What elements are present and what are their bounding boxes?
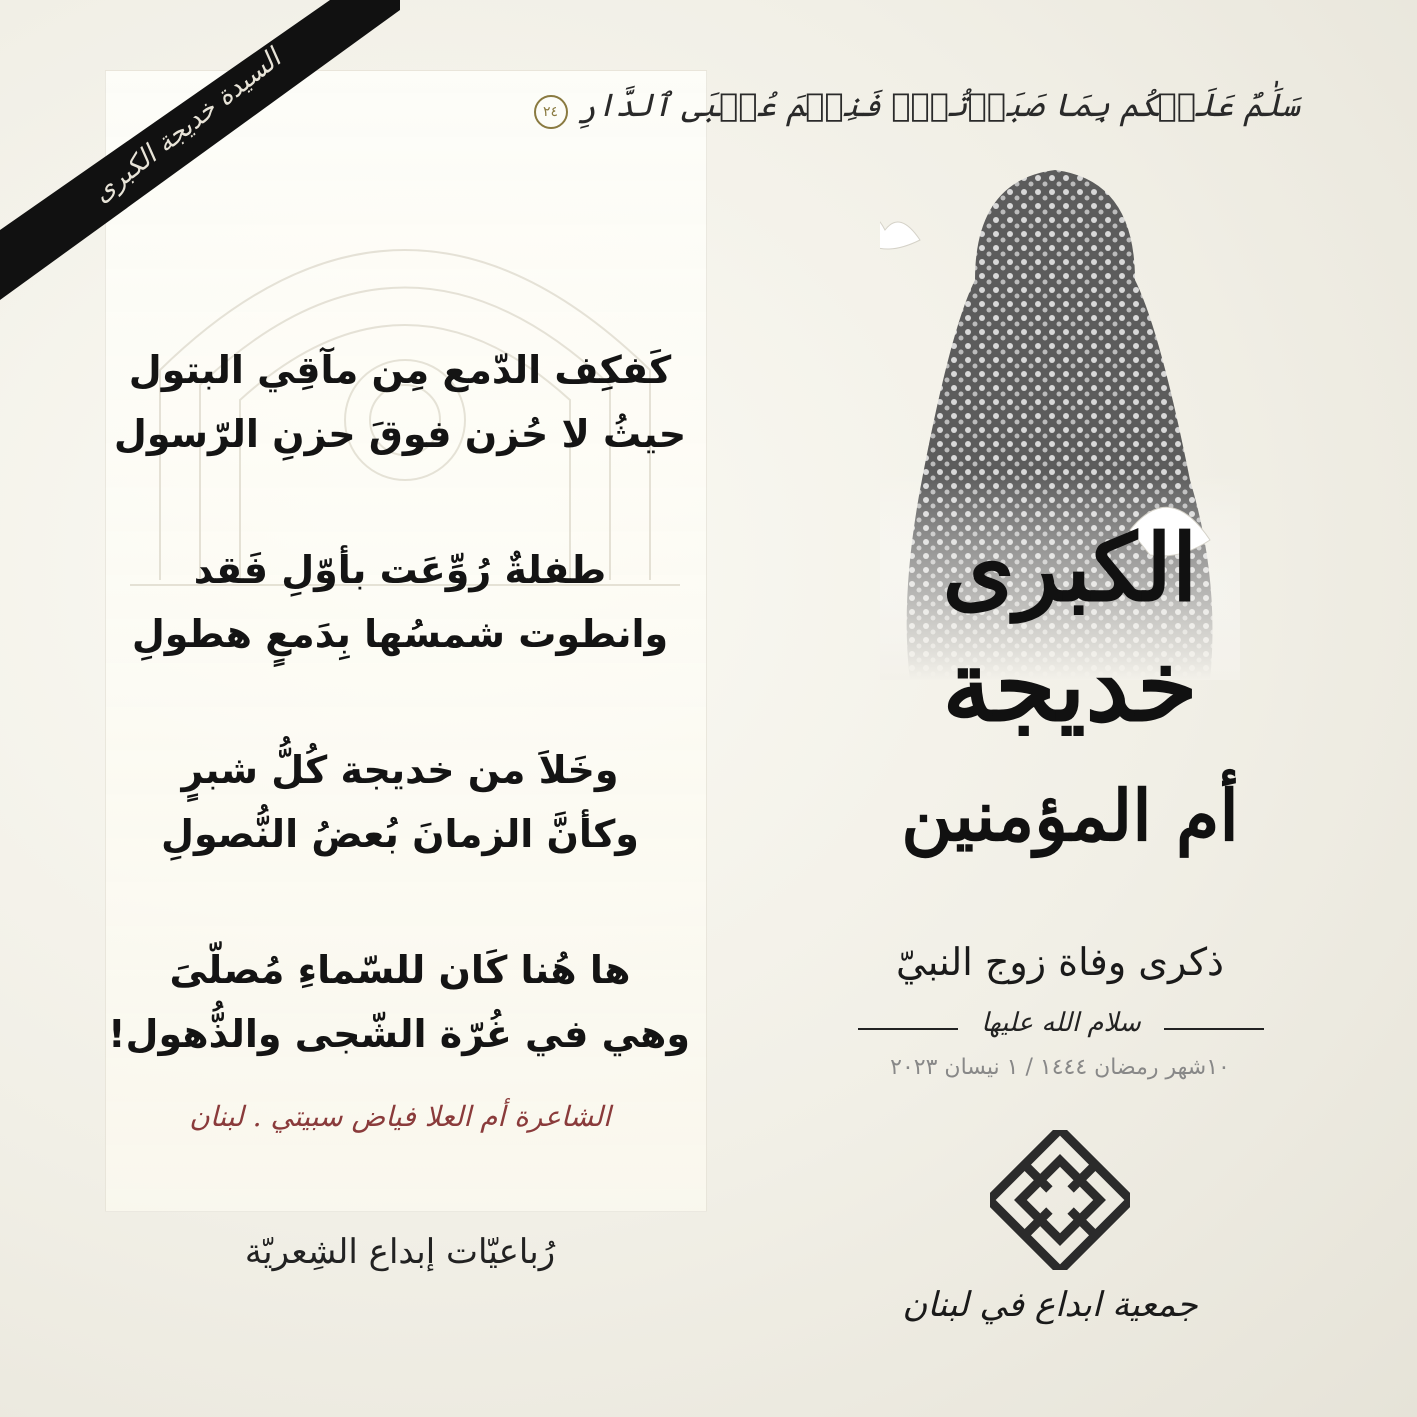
poem-line: وانطوت شمسُها بِدَمعٍ هطولِ bbox=[131, 612, 669, 656]
kufic-logo-icon bbox=[990, 1130, 1130, 1270]
calligraphy-line: خديجة bbox=[942, 629, 1198, 744]
mourning-ribbon bbox=[0, 0, 400, 320]
poem bbox=[110, 338, 690, 1066]
poem-line: طفلةٌ رُوِّعَت بأوّلِ فَقد bbox=[193, 548, 607, 592]
calligraphy-title bbox=[890, 480, 1250, 900]
poem-line: وخَلاَ من خديجة كُلُّ شبرٍ bbox=[181, 748, 619, 792]
poem-line: ها هُنا كَان للسّماءِ مُصلّىَ bbox=[169, 948, 631, 992]
calligraphy-line: الكبرى bbox=[942, 514, 1198, 622]
quran-verse-text: سَلَٰمٌ عَلَيۡكُم بِمَا صَبَرۡتُمۡۚ فَنِعۡمَ عُقۡبَى ٱلدَّارِ bbox=[577, 86, 1300, 124]
series-title: رُباعيّات إبداع الشِعريّة bbox=[244, 1232, 556, 1272]
quran-verse bbox=[543, 86, 1300, 129]
calligraphy-line: أم المؤمنين bbox=[901, 774, 1239, 857]
date-text: ١٠شهر رمضان ١٤٤٤ / ١ نيسان ٢٠٢٣ bbox=[890, 1055, 1230, 1080]
ayah-number: ٢٤ bbox=[534, 95, 568, 129]
association-logo-text: جمعية ابداع في لبنان bbox=[902, 1285, 1198, 1325]
poem-line: وهي في غُرّة الشّجى والذُّهول! bbox=[108, 1012, 690, 1056]
salam-row bbox=[858, 1008, 1264, 1048]
poem-line: وكأنَّ الزمانَ بُعضُ النُّصولِ bbox=[161, 812, 639, 856]
occasion-title: ذكرى وفاة زوج النبيّ bbox=[896, 940, 1224, 984]
poem-line: حيثُ لا حُزن فوقَ حزنِ الرّسول bbox=[113, 412, 687, 456]
ribbon-text: السيدة خديجة الكبرى bbox=[87, 43, 287, 209]
poem-line: كَفكِف الدّمع مِن مآقِي البتول bbox=[128, 348, 672, 392]
poet-credit: الشاعرة أم العلا فياض سبيتي . لبنان bbox=[189, 1100, 611, 1133]
salam-text: سلام الله عليها bbox=[981, 1008, 1141, 1038]
